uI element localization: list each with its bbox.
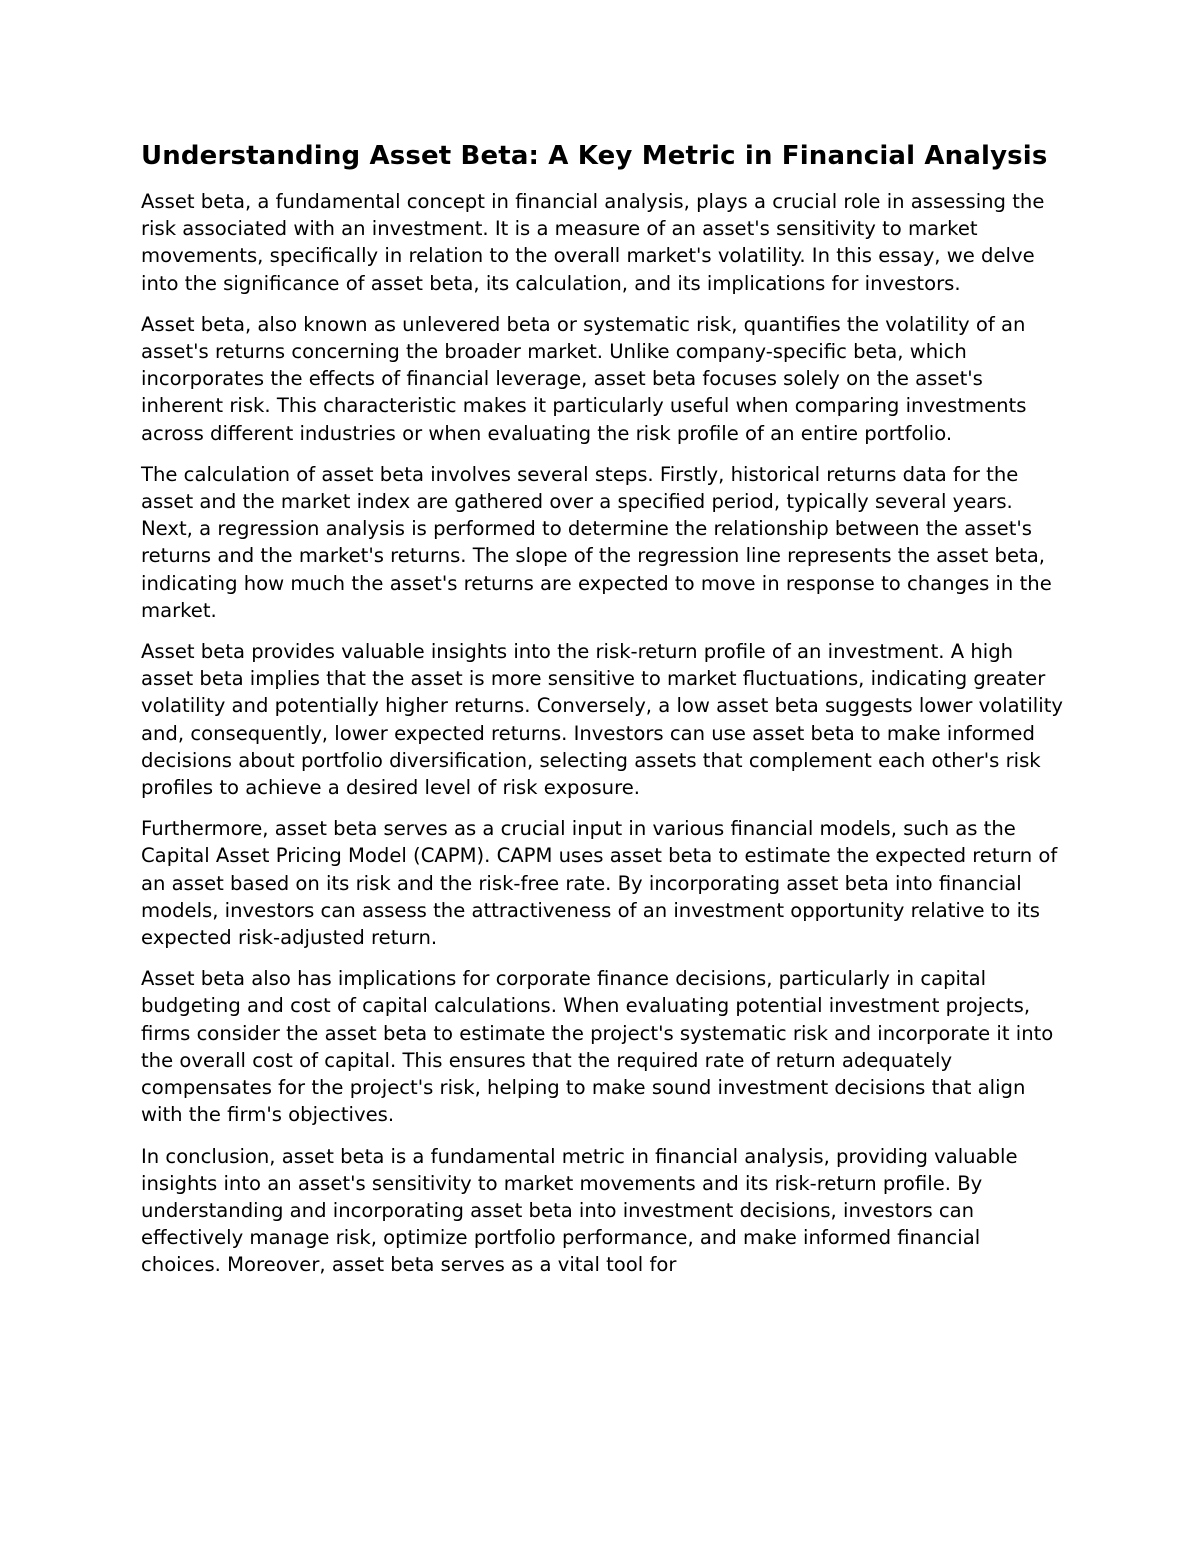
paragraph-corporate-finance: Asset beta also has implications for corporate finance decisions, particularly in capital budgeting and cost of capital calculations. When evaluating potential investment projects, firms consider the asset beta to estimate the project's systematic risk and incorporate it into the overall cost of capital. This ensures that the required rate of return adequately compensates for the project's risk, helping to make sound investment decisions that align with the firm's objectives. <box>141 967 1054 1127</box>
paragraph-conclusion: In conclusion, asset beta is a fundamental metric in financial analysis, providing valuable insights into an asset's sensitivity to market movements and its risk-return profile. By understanding and incorporating asset beta into investment decisions, investors can effectively manage risk, optimize portfolio performance, and make informed financial choices. Moreover, asset beta serves as a vital tool for <box>141 1144 1018 1277</box>
document-title: Understanding Asset Beta: A Key Metric in Financial Analysis <box>141 141 1048 171</box>
paragraph-risk-return: Asset beta provides valuable insights into the risk-return profile of an investment. A high asset beta implies that the asset is more sensitive to market fluctuations, indicating greater volatility and potentially higher returns. Conversely, a low asset beta suggests lower volatility and, consequently, lower expected returns. Investors can use asset beta to make informed decisions about portfolio diversification, selecting assets that complement each other's risk profiles to achieve a desired level of risk exposure. <box>141 640 1063 800</box>
paragraph-introduction: Asset beta, a fundamental concept in financial analysis, plays a crucial role in assessing the risk associated with an investment. It is a measure of an asset's sensitivity to market movements, specifically in relation to the overall market's volatility. In this essay, we delve into the significance of asset beta, its calculation, and its implications for investors. <box>141 190 1045 295</box>
paragraph-capm: Furthermore, asset beta serves as a crucial input in various financial models, such as the Capital Asset Pricing Model (CAPM). CAPM uses asset beta to estimate the expected return of an asset based on its risk and the risk-free rate. By incorporating asset beta into financial models, investors can assess the attractiveness of an investment opportunity relative to its expected risk-adjusted return. <box>141 817 1058 950</box>
paragraph-definition: Asset beta, also known as unlevered beta or systematic risk, quantifies the volatility of an asset's returns concerning the broader market. Unlike company-specific beta, which incorporates the effects of financial leverage, asset beta focuses solely on the asset's inherent risk. This characteristic makes it particularly useful when comparing investments across different industries or when evaluating the risk profile of an entire portfolio. <box>141 312 1027 445</box>
document-page <box>141 138 1066 1293</box>
paragraph-calculation: The calculation of asset beta involves several steps. Firstly, historical returns data for the asset and the market index are gathered over a specified period, typically several years. Next, a regression analysis is performed to determine the relationship between the asset's returns and the market's returns. The slope of the regression line represents the asset beta, indicating how much the asset's returns are expected to move in response to changes in the market. <box>141 462 1052 622</box>
